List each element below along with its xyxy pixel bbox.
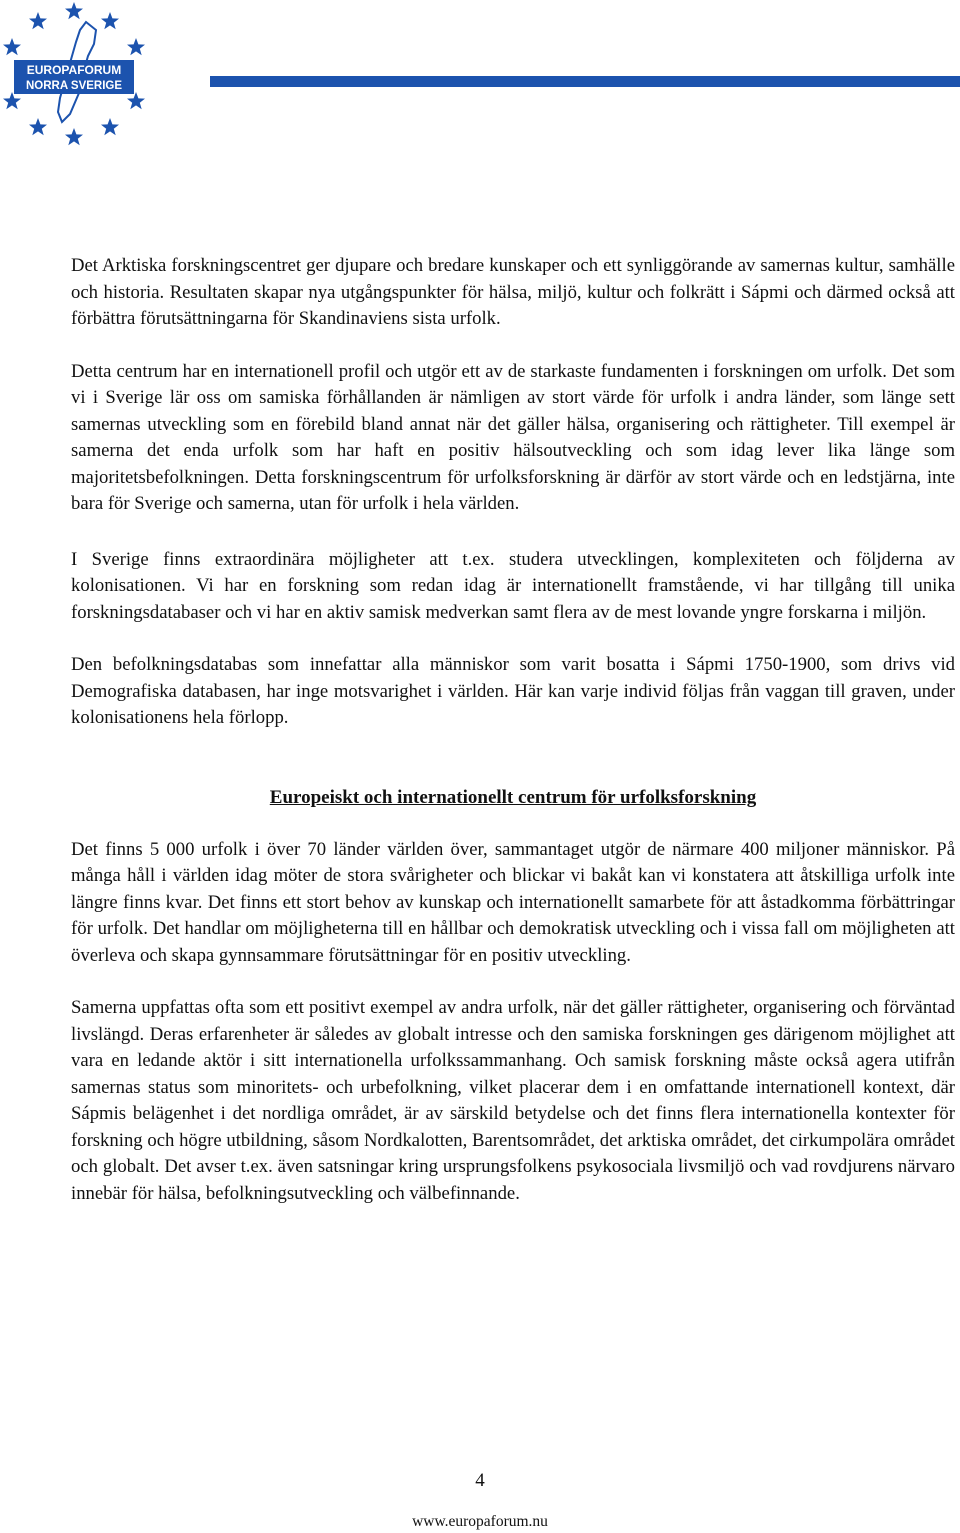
paragraph-2: Detta centrum har en internationell profil och utgör ett av de starkaste fundamenten i forskningen om urfolk. Det som vi i Sverige lär oss om samiska förhållanden är nämligen av stort värde för urfolk i andra länder, som länge sett samernas utveckling som en förebild bland annat när det gäller hälsa, organisering och rättigheter. Till exempel är samerna det enda urfolk som har haft en positiv hälsoutveckling och som idag lever lika länge som majoritetsbefolkningen. Detta forskningscentrum för urfolksforskning är därför av stort värde och en ledstjärna, inte bara för Sverige och samerna, utan för urfolk i hela världen. — [71, 360, 955, 514]
paragraph-3: I Sverige finns extraordinära möjligheter att t.ex. studera utvecklingen, komplexiteten och följderna av kolonisationen. Vi har en forskning som redan idag är internationellt framstående, vi har tillgång till unika forskningsdatabaser och vi har en aktiv samisk medverkan samt flera av de mest lovande yngre forskarna i miljön. — [71, 548, 955, 623]
section-heading: Europeiskt och internationellt centrum för urfolksforskning — [269, 786, 757, 808]
page-footer — [0, 1470, 960, 1532]
paragraph-5: Det finns 5 000 urfolk i över 70 länder världen över, sammantaget utgör de närmare 400 miljoner människor. På många håll i världen idag möter de stora svårigheter och blickar vi bakåt kan vi konstatera att åtskilliga urfolk inte längre finns kvar. Det finns ett stort behov av kunskap och internationellt samarbete för att åstadkomma förbättringar för urfolk. Det handlar om möjligheterna till en hållbar och demokratisk utveckling och i vissa fall om möjligheten att överleva och skapa gynnsammare förutsättningar för en positiv utveckling. — [71, 838, 955, 966]
logo-text-line2: NORRA SVERIGE — [25, 80, 123, 92]
paragraph-4: Den befolkningsdatabas som innefattar alla människor som varit bosatta i Sápmi 1750-1900, som drivs vid Demografiska databasen, har inge motsvarighet i världen. Här kan varje individ följas från vaggan till graven, under kolonisationens hela förlopp. — [71, 654, 955, 728]
footer-url: www.europaforum.nu — [412, 1513, 548, 1530]
header-bar — [210, 76, 960, 87]
paragraph-1: Det Arktiska forskningscentret ger djupare och bredare kunskaper och ett synliggörande av samernas kultur, samhälle och historia. Resultaten skapar nya utgångspunkter för hälsa, miljö, kultur och folkrätt i Sápmi och därmed också att förbättra förutsättningarna för Skandinaviens sista urfolk. — [71, 255, 955, 329]
document-body — [71, 253, 955, 1207]
page-header — [0, 0, 960, 190]
logo-text-line1: EUROPAFORUM — [26, 63, 122, 77]
paragraph-6: Samerna uppfattas ofta som ett positivt exempel av andra urfolk, när det gäller rättigheter, organisering och förväntad livslängd. Deras erfarenheter är således av globalt intresse och den samiska forskningen ges därigenom möjlighet att vara en ledande aktör i sitt internationella urfolkssammanhang. Och samisk forskning måste också agera utifrån samernas status som minoritets- och urbefolkning, vilket placerar dem i en omfattande internationell kontext, där Sápmis belägenhet i det nordliga området, är av särskild betydelse och det finns flera internationella kontexter för forskning och högre utbildning, såsom Nordkalotten, Barentsområdet, det arktiska området, det cirkumpolära området och globalt. Det avser t.ex. även satsningar kring ursprungsfolkens psykosociala livsmiljö och vad rovdjurens närvaro innebär för hälsa, befolkningsutveckling och välbefinnande. — [71, 997, 955, 1204]
page-number: 4 — [475, 1470, 485, 1491]
europaforum-logo — [0, 0, 148, 148]
